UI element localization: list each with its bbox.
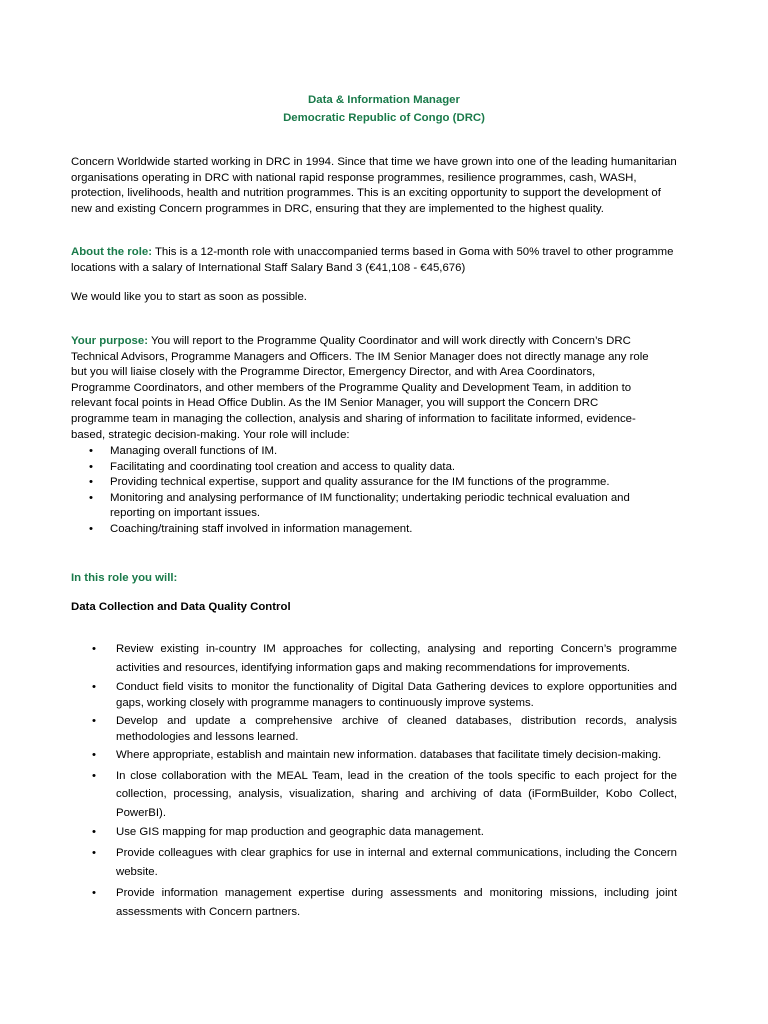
list-item: • Provide colleagues with clear graphics for use in internal and external communications, including the Concern website.: [71, 844, 677, 881]
role-responsibilities-list: [71, 444, 651, 538]
purpose-label: Your purpose:: [71, 335, 148, 347]
document-title: Data & Information Manager: [308, 94, 460, 106]
list-item: • Managing overall functions of IM.: [71, 444, 651, 460]
start-paragraph: We would like you to start as soon as possible.: [71, 291, 307, 303]
list-item: • Use GIS mapping for map production and geographic data management.: [71, 825, 677, 841]
about-role-paragraph: [71, 245, 681, 276]
about-role-text: This is a 12-month role with unaccompanied terms based in Goma with 50% travel to other programme locations with a salary of International Staff Salary Band 3 (€41,108 - €45,676): [71, 246, 674, 274]
document-subtitle: Democratic Republic of Congo (DRC): [283, 112, 485, 124]
list-item: • Monitoring and analysing performance of IM functionality; undertaking periodic technical evaluation and reporting on important issues.: [71, 491, 651, 522]
list-item: • Provide information management expertise during assessments and monitoring missions, including joint assessments with Concern partners.: [71, 884, 677, 921]
purpose-text: You will report to the Programme Quality Coordinator and will work directly with Concern’s DRC Technical Advisors, Programme Managers and Officers. The IM Senior Manager does not directly manage any role but you will liaise closely with the Programme Director, Emergency Director, and with Area Coordinators, Programme Coordinators, and other members of the Programme Quality and Development Team, in addition to relevant focal points in Head Office Dublin. As the IM Senior Manager, you will support the Concern DRC programme team in managing the collection, analysis and sharing of information to facilitate informed, evidence-based, strategic decision-making. Your role will include:: [71, 335, 649, 441]
list-item: • Facilitating and coordinating tool creation and access to quality data.: [71, 460, 651, 476]
list-item: • Review existing in-country IM approaches for collecting, analysing and reporting Concern’s programme activities and resources, identifying information gaps and making recommendations for improvements.: [71, 640, 677, 677]
about-role-label: About the role:: [71, 246, 152, 258]
tasks-list: [71, 640, 677, 924]
list-item: • Where appropriate, establish and maintain new information. databases that facilitate timely decision-making.: [71, 748, 677, 764]
purpose-paragraph: [71, 334, 651, 443]
intro-paragraph: Concern Worldwide started working in DRC in 1994. Since that time we have grown into one of the leading humanitarian organisations operating in DRC with national rapid response programmes, resilience programmes, cash, WASH, protection, livelihoods, health and nutrition programmes. This is an exciting opportunity to support the development of new and existing Concern programmes in DRC, ensuring that they are implemented to the highest quality.: [71, 156, 677, 215]
in-role-heading: In this role you will:: [71, 572, 178, 584]
list-item: • Develop and update a comprehensive archive of cleaned databases, distribution records, analysis methodologies and lessons learned.: [71, 714, 677, 745]
section-heading: Data Collection and Data Quality Control: [71, 601, 291, 613]
list-item: • In close collaboration with the MEAL Team, lead in the creation of the tools specific to each project for the collection, processing, analysis, visualization, sharing and archiving of data (iFormBuilder, Kobo Collect, PowerBI).: [71, 767, 677, 823]
list-item: • Conduct field visits to monitor the functionality of Digital Data Gathering devices to explore opportunities and gaps, working closely with programme managers to continuously improve systems.: [71, 680, 677, 711]
list-item: • Providing technical expertise, support and quality assurance for the IM functions of the programme.: [71, 475, 651, 491]
list-item: • Coaching/training staff involved in information management.: [71, 522, 651, 538]
